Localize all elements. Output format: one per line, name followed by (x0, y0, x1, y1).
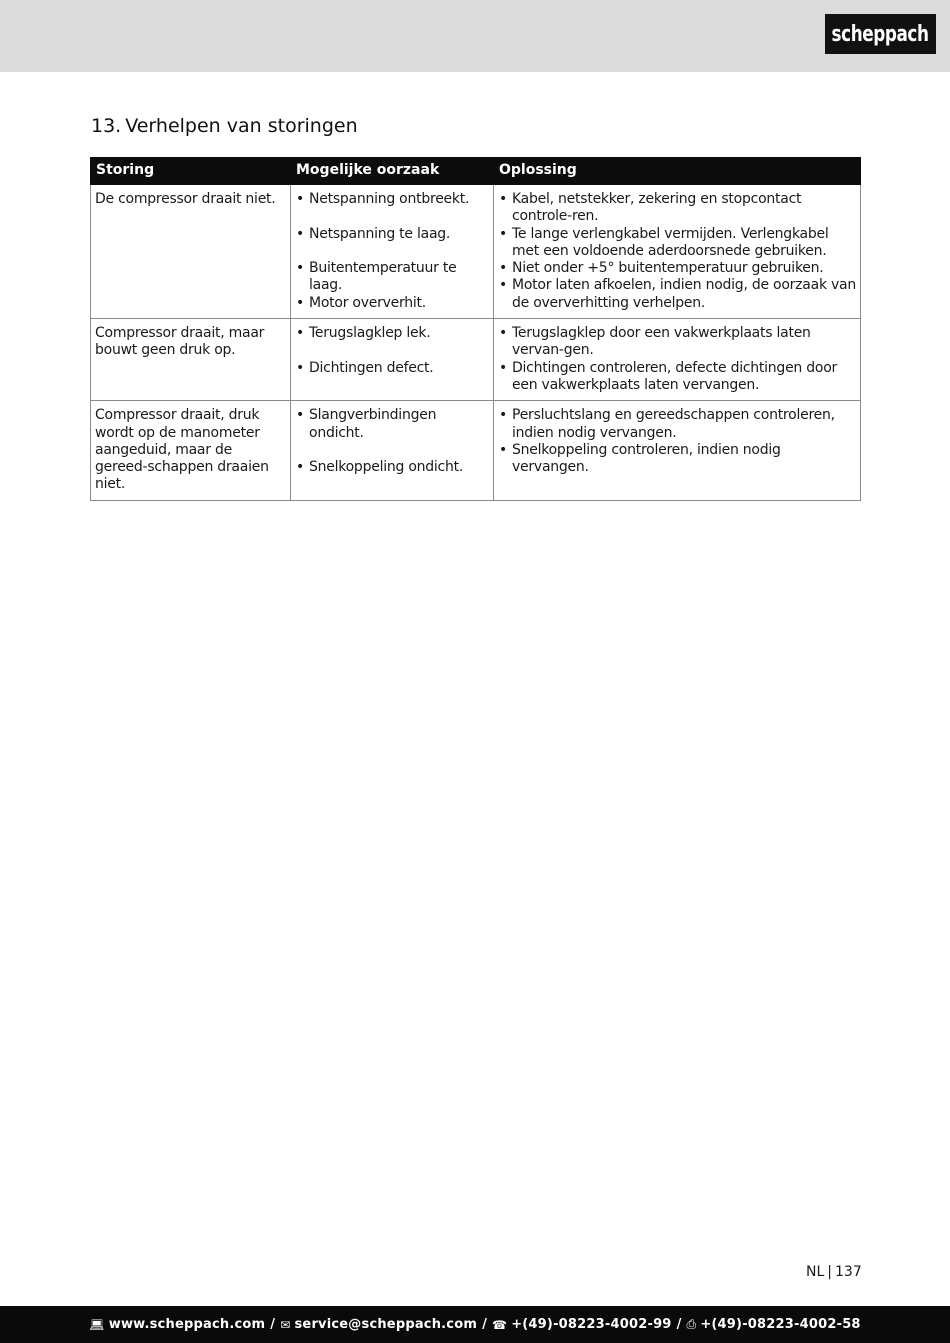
cause-cell (291, 319, 494, 401)
footer-phone: +(49)-08223-4002-99 (511, 1317, 672, 1332)
cause-item: • Terugslagklep lek. (295, 325, 489, 342)
footer-fax: +(49)-08223-4002-58 (700, 1317, 861, 1332)
fault-cell: De compressor draait niet. (91, 185, 291, 319)
cause-item: • Motor oververhit. (295, 295, 489, 312)
solution-item: • Niet onder +5° buitentemperatuur gebruiken. (498, 260, 856, 277)
cause-item: • Dichtingen defect. (295, 360, 489, 377)
solution-item: • Terugslagklep door een vakwerkplaats laten vervan-gen. (498, 325, 856, 360)
cause-item: • Slangverbindingen ondicht. (295, 407, 489, 442)
page-number (806, 1264, 862, 1280)
column-header-solution: Oplossing (494, 158, 861, 185)
solution-item: • Snelkoppeling controleren, indien nodig vervangen. (498, 442, 856, 477)
solution-cell (494, 401, 861, 500)
table-row (91, 185, 861, 319)
column-header-fault: Storing (91, 158, 291, 185)
fault-cell: Compressor draait, maar bouwt geen druk op. (91, 319, 291, 401)
solution-cell (494, 185, 861, 319)
solution-item: • Dichtingen controleren, defecte dichtingen door een vakwerkplaats laten vervangen. (498, 360, 856, 395)
solution-item: • Te lange verlengkabel vermijden. Verlengkabel met een voldoende aderdoorsnede gebruiken. (498, 226, 856, 261)
phone-icon: ☎︎ (492, 1317, 508, 1332)
table-row (91, 401, 861, 500)
footer-separator: / (482, 1317, 488, 1332)
computer-icon: 💻︎ (89, 1317, 105, 1332)
table-row (91, 319, 861, 401)
mail-icon: ✉︎ (280, 1317, 291, 1332)
page-separator: | (827, 1264, 832, 1280)
footer-separator: / (676, 1317, 682, 1332)
footer-email[interactable]: service@scheppach.com (294, 1317, 478, 1332)
section-title (91, 115, 358, 137)
footer-website[interactable]: www.scheppach.com (108, 1317, 266, 1332)
cause-item: • Netspanning ontbreekt. (295, 191, 489, 208)
brand-logo-text: scheppach (832, 21, 929, 47)
cause-item: • Buitentemperatuur te laag. (295, 260, 489, 295)
cause-cell (291, 401, 494, 500)
solution-item: • Kabel, netstekker, zekering en stopcontact controle-ren. (498, 191, 856, 226)
solution-item: • Persluchtslang en gereedschappen controleren, indien nodig vervangen. (498, 407, 856, 442)
cause-cell (291, 185, 494, 319)
cause-item: • Snelkoppeling ondicht. (295, 459, 489, 476)
solution-cell (494, 319, 861, 401)
footer-bar (0, 1306, 950, 1343)
header-band (0, 0, 950, 72)
table-header-row (91, 158, 861, 185)
cause-item: • Netspanning te laag. (295, 226, 489, 243)
fault-cell: Compressor draait, druk wordt op de manometer aangeduid, maar de gereed-schappen draaien niet. (91, 401, 291, 500)
page-language: NL (806, 1264, 825, 1280)
footer-separator: / (270, 1317, 276, 1332)
section-number: 13. (91, 115, 122, 137)
brand-logo (825, 14, 936, 54)
troubleshooting-table (90, 157, 861, 501)
column-header-cause: Mogelijke oorzaak (291, 158, 494, 185)
page-number-value: 137 (835, 1264, 862, 1280)
fax-icon: ⎙ (686, 1317, 697, 1331)
solution-item: • Motor laten afkoelen, indien nodig, de oorzaak van de oververhitting verhelpen. (498, 277, 856, 312)
section-title-text: Verhelpen van storingen (125, 115, 358, 137)
